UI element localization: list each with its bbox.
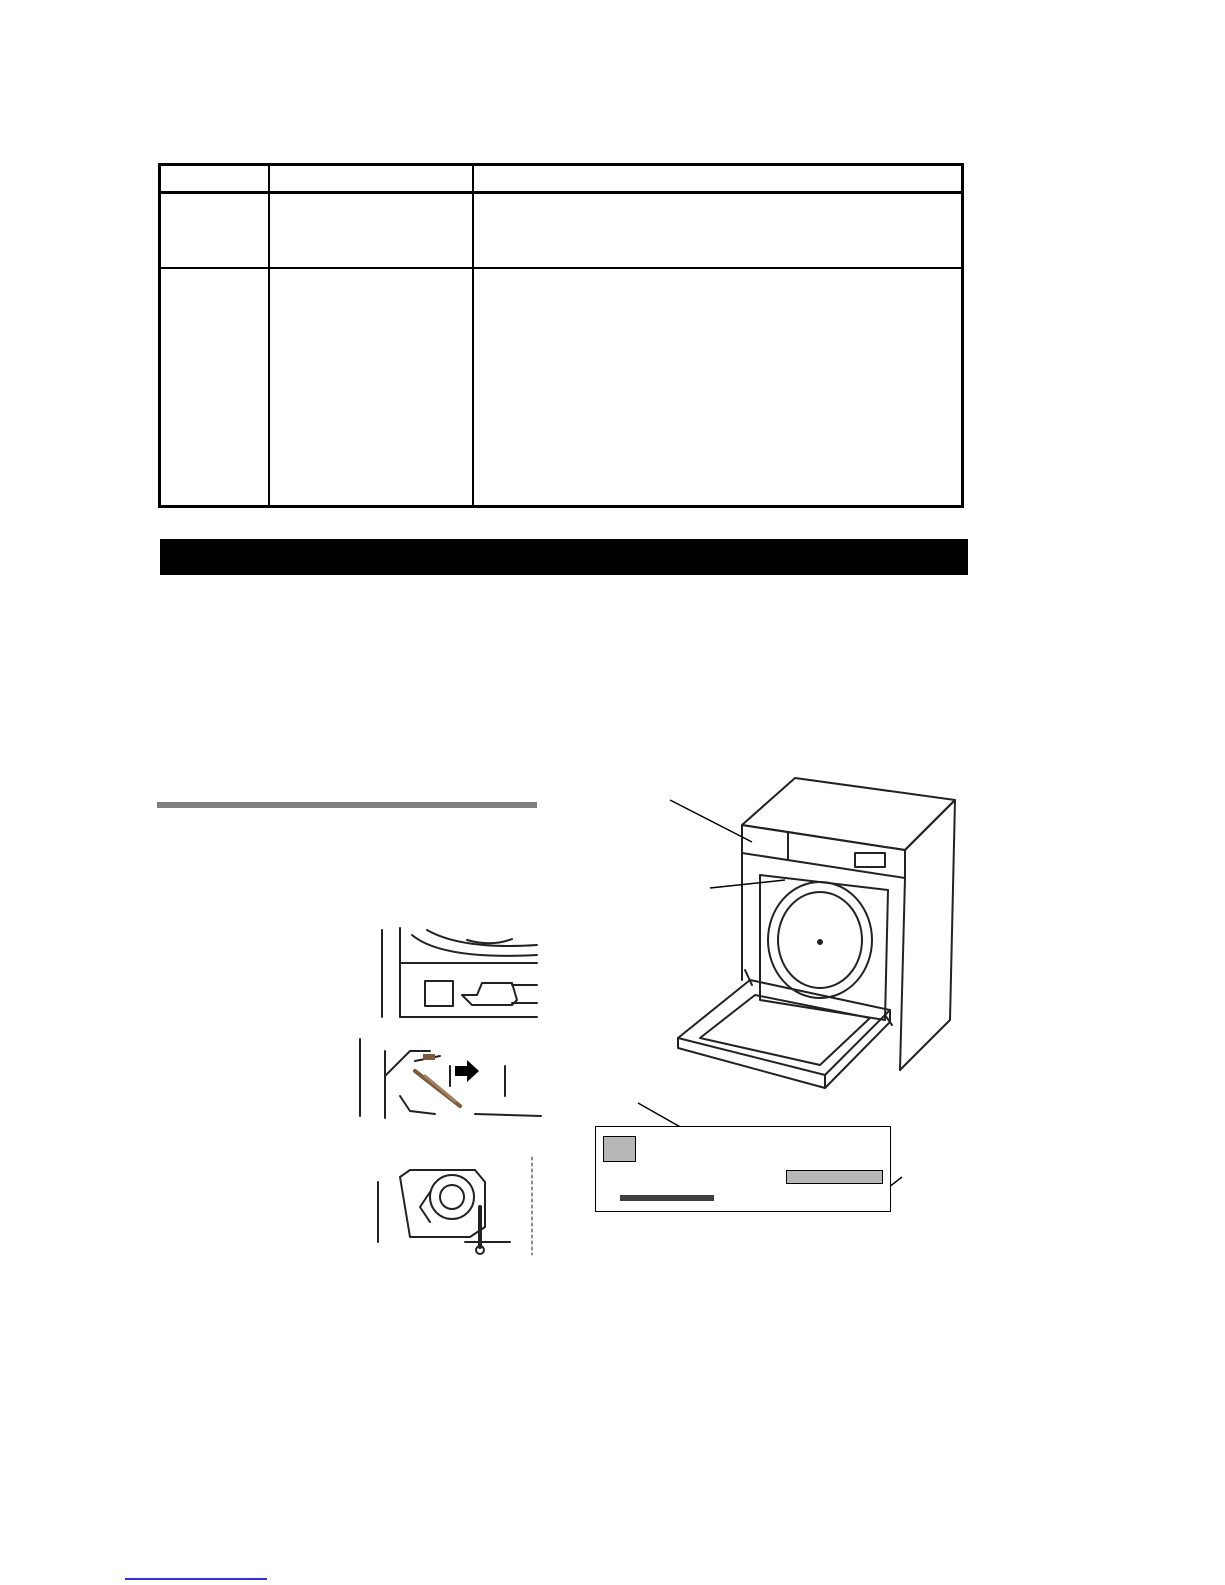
step3-illustration	[370, 1152, 540, 1257]
footer-link-underline[interactable]	[125, 1578, 267, 1580]
step1-illustration	[372, 925, 542, 1020]
subsection-rule	[157, 802, 537, 808]
label-dark-strip	[620, 1195, 714, 1201]
table-header-divider	[161, 191, 961, 194]
table-column-divider-2	[472, 166, 474, 505]
label-swatch	[603, 1136, 636, 1162]
table-column-divider-1	[268, 166, 270, 505]
table-row-divider	[161, 267, 961, 269]
section-header-bar	[160, 539, 968, 575]
label-grey-strip	[786, 1170, 883, 1184]
rating-label-box	[595, 1126, 891, 1212]
step2-illustration	[355, 1036, 541, 1121]
troubleshooting-table	[158, 163, 964, 508]
dryer-illustration	[660, 770, 965, 1110]
